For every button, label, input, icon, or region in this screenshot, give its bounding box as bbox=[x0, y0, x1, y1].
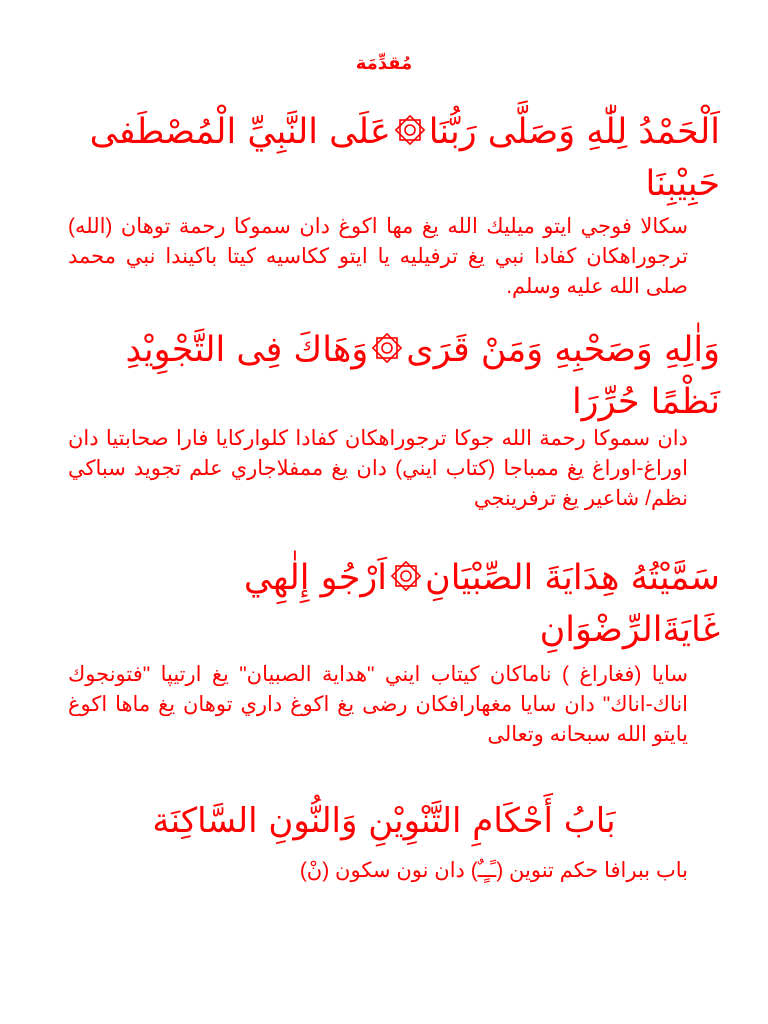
chapter-subtitle: باب ببرافا حكم تنوين (ـًـٍـٌ) دان نون سكون (نْ) bbox=[299, 859, 688, 882]
verse-3 bbox=[40, 552, 720, 656]
verse-2-first-half: وَاٰلِهِ وَصَحْبِهِ وَمَنْ قَرَى bbox=[406, 330, 720, 370]
verse-2-second-half: وَهَاكَ فِى التَّجْوِيْدِ bbox=[125, 330, 369, 370]
ayah-end-marker-icon bbox=[389, 559, 423, 593]
explanation-2: دان سموكا رحمة الله جوكا ترجوراهكان كفادا كلواركايا فارا صحابتيا دان اوراغ-اوراغ يغ ممباجا (كتاب ايني) دان يغ ممفلاجاري علم تجويد سباكي نظم/ شاعير يغ ترفرينجي bbox=[68, 427, 688, 510]
explanation-1: سكالا فوجي ايتو ميليك الله يغ مها اكوغ دان سموكا رحمة توهان (الله) ترجوراهكان كفادا نبي يغ ترفيليه يا ايتو ككاسيه كيتا باكيندا نبي محمد صلى الله عليه وسلم. bbox=[68, 215, 688, 298]
ayah-end-marker-icon bbox=[393, 113, 427, 147]
verse-3-second-half: اَرْجُو إِلٰهِي bbox=[243, 558, 387, 598]
verse-3-tail: غَايَةَالرِّضْوَانِ bbox=[539, 610, 720, 650]
ayah-end-marker-icon bbox=[370, 331, 404, 365]
verse-2-tail: نَظْمًا حُرِّرَا bbox=[571, 382, 720, 422]
verse-1-tail: حَبِيْبِنَا bbox=[645, 164, 720, 204]
chapter-heading: بَابُ أَحْكَامِ التَّنْوِيْنِ وَالنُّونِ السَّاكِنَة bbox=[152, 801, 616, 841]
verse-3-first-half: سَمَّيْتُهُ هِدَايَةَ الصِّبْيَانِ bbox=[425, 558, 720, 598]
verse-1-second-half: عَلَى النَّبِيِّ الْمُصْطَفى bbox=[89, 112, 391, 152]
page-title: مُقدِّمَة bbox=[355, 53, 413, 74]
verse-2 bbox=[40, 324, 720, 428]
explanation-3: سايا (فغاراغ ) ناماكان كيتاب ايني "هداية الصبيان" يغ ارتيپا "فتونجوك اناك-اناك" دان سايا مغهارافكان رضى يغ اكوغ داري توهان يغ ماها اكوغ يايتو الله سبحانه وتعالى bbox=[68, 663, 688, 746]
verse-1 bbox=[40, 106, 720, 210]
verse-1-first-half: اَلْحَمْدُ لِلّٰهِ وَصَلَّى رَبُّنَا bbox=[428, 112, 720, 152]
